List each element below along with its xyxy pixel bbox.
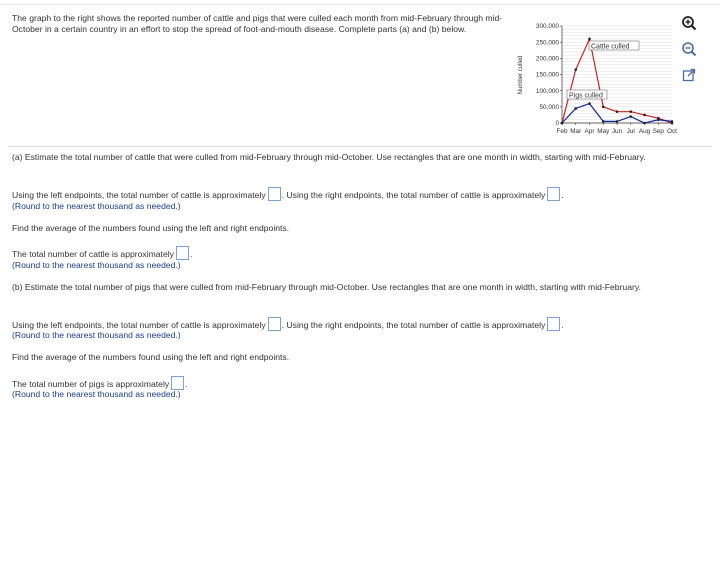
y-tick-label: 50,000 xyxy=(539,104,559,112)
x-tick-label: Sep xyxy=(652,128,664,135)
x-tick-labels xyxy=(556,123,677,135)
intro-text: The graph to the right shows the reported number of cattle and pigs that were culled each month from mid-February through mid-October in a certain country in an effort to stop the spread of foot-and-mouth disease. Complete parts (a) and (b) below. xyxy=(12,13,503,34)
zoom-out-button[interactable] xyxy=(680,40,698,58)
part-b-endpoints-line: Using the left endpoints, the total number of cattle is approximately . Using the right endpoints, the total number of cattle is approximately . xyxy=(12,317,564,331)
y-tick-label: 100,000 xyxy=(535,87,559,95)
x-tick-label: Jun xyxy=(611,128,623,135)
chart-grid xyxy=(562,26,672,123)
part-a-total-answer-input[interactable] xyxy=(176,246,189,260)
x-tick-label: Aug xyxy=(638,128,651,135)
pigs-point xyxy=(629,115,632,118)
part-a-right-text: Using the right endpoints, the total number of cattle is approximately xyxy=(286,190,546,200)
pigs-point xyxy=(643,122,646,125)
x-tick-label: Mar xyxy=(570,128,582,135)
toolbar xyxy=(680,14,702,92)
pigs-annotation: Pigs culled xyxy=(569,92,603,100)
part-b-total-answer-input[interactable] xyxy=(171,376,184,390)
part-a-endpoints-line: Using the left endpoints, the total number of cattle is approximately . Using the right endpoints, the total number of cattle is approximately . xyxy=(12,187,564,201)
x-tick-label: Apr xyxy=(584,128,595,135)
y-axis-label: Number culled xyxy=(518,55,524,95)
pigs-point xyxy=(657,118,660,121)
popout-icon xyxy=(682,68,696,82)
zoom-in-button[interactable] xyxy=(680,14,698,32)
pigs-point xyxy=(561,122,564,125)
popout-button[interactable] xyxy=(680,66,698,84)
cull-chart xyxy=(510,18,690,140)
part-b-total-text: The total number of pigs is approximately xyxy=(12,379,170,389)
cattle-point xyxy=(629,110,632,113)
pigs-point xyxy=(574,107,577,110)
part-b-right-answer-input[interactable] xyxy=(547,317,560,331)
y-tick-label: 300,000 xyxy=(535,23,559,31)
x-tick-label: May xyxy=(597,128,610,135)
part-b-round-note: (Round to the nearest thousand as needed.) xyxy=(12,330,181,340)
y-tick-label: 200,000 xyxy=(535,55,559,63)
part-a-heading: (a) Estimate the total number of cattle that were culled from mid-February through mid-October. Use rectangles that are one month in width, starting with mid-February. xyxy=(12,152,646,162)
cattle-point xyxy=(588,38,591,41)
y-tick-labels xyxy=(536,23,562,127)
part-b-average-prompt: Find the average of the numbers found using the left and right endpoints. xyxy=(12,352,290,362)
y-tick-label: 250,000 xyxy=(535,39,559,47)
section-divider xyxy=(8,146,712,147)
zoom-out-icon xyxy=(681,41,697,57)
cattle-point xyxy=(602,106,605,109)
x-tick-label: Jul xyxy=(626,128,635,135)
part-a-total-text: The total number of cattle is approximately xyxy=(12,249,174,259)
part-b-round-note-2: (Round to the nearest thousand as needed.) xyxy=(12,389,181,399)
part-a-left-text: Using the left endpoints, the total number of cattle is approximately xyxy=(12,190,266,200)
pigs-point xyxy=(671,120,674,123)
y-tick-label: 150,000 xyxy=(535,71,559,79)
part-b-left-text: Using the left endpoints, the total number of cattle is approximately xyxy=(12,320,266,330)
pigs-point xyxy=(588,102,591,105)
cattle-point xyxy=(616,110,619,113)
part-a-total-line: The total number of cattle is approximately . xyxy=(12,246,192,260)
top-divider xyxy=(0,4,720,5)
part-a-round-note-2: (Round to the nearest thousand as needed.) xyxy=(12,260,181,270)
pigs-point xyxy=(602,120,605,123)
part-b-heading: (b) Estimate the total number of pigs that were culled from mid-February through mid-October. Use rectangles that are one month in width, starting with mid-February. xyxy=(12,282,641,292)
cattle-point xyxy=(574,68,577,71)
part-a-average-prompt: Find the average of the numbers found using the left and right endpoints. xyxy=(12,223,290,233)
x-tick-label: Oct xyxy=(667,128,677,135)
cattle-point xyxy=(643,114,646,117)
zoom-in-icon xyxy=(681,15,697,31)
part-b-left-answer-input[interactable] xyxy=(268,317,281,331)
cattle-annotation: Cattle culled xyxy=(591,43,630,51)
part-a-left-answer-input[interactable] xyxy=(268,187,281,201)
y-tick-label: 0 xyxy=(555,120,559,128)
pigs-point xyxy=(616,120,619,123)
part-a-right-answer-input[interactable] xyxy=(547,187,560,201)
part-a-round-note: (Round to the nearest thousand as needed.) xyxy=(12,201,181,211)
x-tick-label: Feb xyxy=(556,128,568,135)
part-b-total-line: The total number of pigs is approximately . xyxy=(12,376,188,390)
part-b-right-text: Using the right endpoints, the total number of cattle is approximately xyxy=(286,320,546,330)
